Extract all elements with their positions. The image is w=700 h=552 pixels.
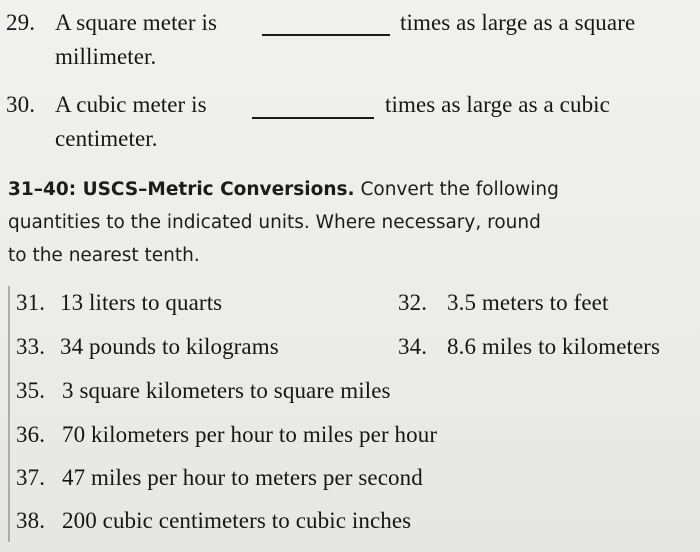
problem-number: 35.	[16, 378, 46, 403]
problem-text: 8.6 miles to kilometers	[447, 334, 661, 359]
problem-number: 31.	[16, 290, 46, 315]
q30-text-start: A cubic meter is	[55, 92, 207, 117]
problem-number: 32.	[398, 290, 428, 315]
q30-text-end: times as large as a cubic	[385, 92, 610, 117]
problem-text: 47 miles per hour to meters per second	[62, 465, 423, 490]
problem-text: 34 pounds to kilograms	[60, 334, 279, 359]
q30-answer-blank[interactable]	[252, 117, 374, 119]
problem-text: 70 kilometers per hour to miles per hour	[62, 422, 438, 447]
section-instructions-text: Convert the following	[360, 179, 559, 200]
problem-number: 38.	[16, 508, 46, 533]
problem-number: 33.	[16, 334, 46, 359]
q30-number: 30.	[6, 92, 36, 117]
q29-number: 29.	[6, 10, 36, 35]
problem-text: 3 square kilometers to square miles	[62, 378, 391, 403]
q29-text-start: A square meter is	[55, 10, 218, 35]
problem-text: 13 liters to quarts	[60, 290, 223, 315]
q30-text-continued: centimeter.	[55, 126, 158, 151]
margin-line	[8, 286, 10, 542]
section-instructions-line-2: quantities to the indicated units. Where necessary, round	[8, 212, 541, 233]
q29-text-continued: millimeter.	[55, 44, 157, 69]
q29-answer-blank[interactable]	[262, 34, 390, 36]
section-instructions-line-3: to the nearest tenth.	[8, 245, 200, 266]
problem-text: 200 cubic centimeters to cubic inches	[62, 508, 412, 533]
section-instructions-line-1	[8, 179, 559, 200]
q29-text-end: times as large as a square	[400, 10, 636, 35]
problem-number: 36.	[16, 422, 46, 447]
problem-number: 37.	[16, 465, 46, 490]
problem-text: 3.5 meters to feet	[447, 290, 609, 315]
problem-number: 34.	[398, 334, 428, 359]
section-heading: 31–40: USCS–Metric Conversions.	[8, 179, 355, 200]
